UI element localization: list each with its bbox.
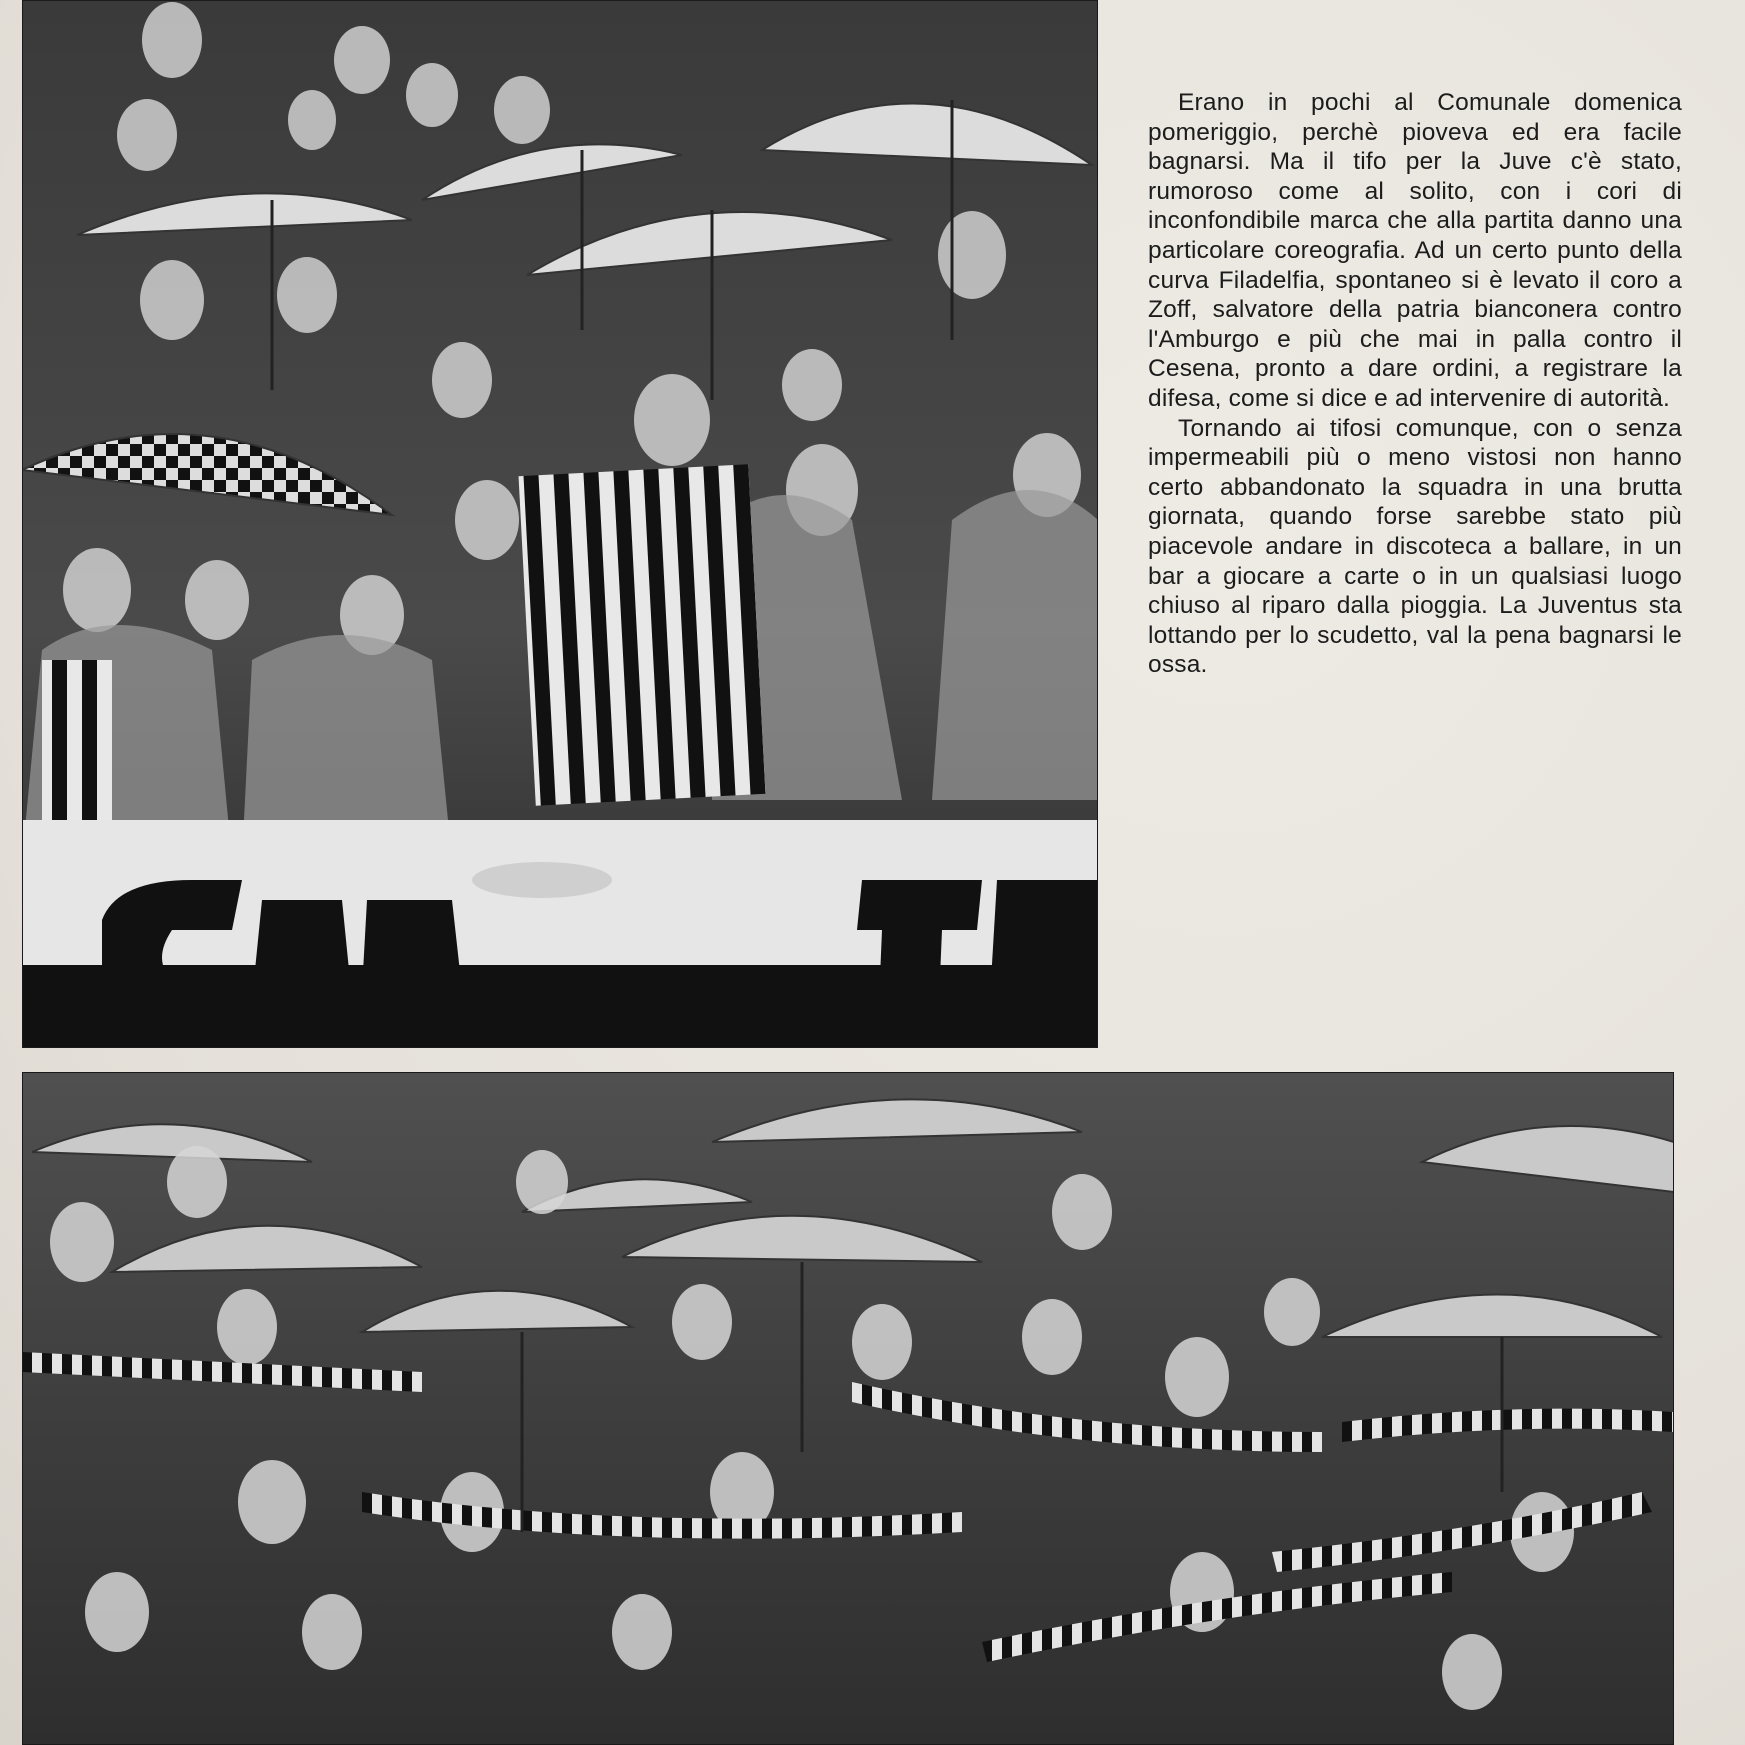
article-paragraph: Tornando ai tifosi comunque, con o senza impermeabili più o meno vistosi non hanno certo abbandonato la squadra in una brutta giornata, quando forse sarebbe stato più piacevole andare in discoteca a ballare, in un bar a giocare a carte o in un qualsiasi luogo chiuso al riparo dalla pioggia. La Juventus sta lottando per lo scudetto, val la pena bagnarsi le ossa. (1148, 414, 1682, 679)
crowd-umbrellas-photo-icon (22, 0, 1098, 1048)
article-text (1148, 88, 1682, 680)
photo-fans-umbrellas (22, 0, 1098, 1048)
crowd-scarves-photo-icon (22, 1072, 1674, 1745)
article-paragraph: Erano in pochi al Comunale domenica pomeriggio, perchè pioveva ed era facile bagnarsi. Ma il tifo per la Juve c'è stato, rumoroso come al solito, con i cori di inconfondibile marca che alla partita danno una particolare coreografia. Ad un certo punto della curva Filadelfia, spontaneo si è levato il coro a Zoff, salvatore della patria bianconera contro l'Amburgo e più che mai in palla contro il Cesena, pronto a dare ordini, a registrare la difesa, come si dice e ad intervenire di autorità. (1148, 89, 1682, 412)
photo-fans-scarves (22, 1072, 1674, 1745)
